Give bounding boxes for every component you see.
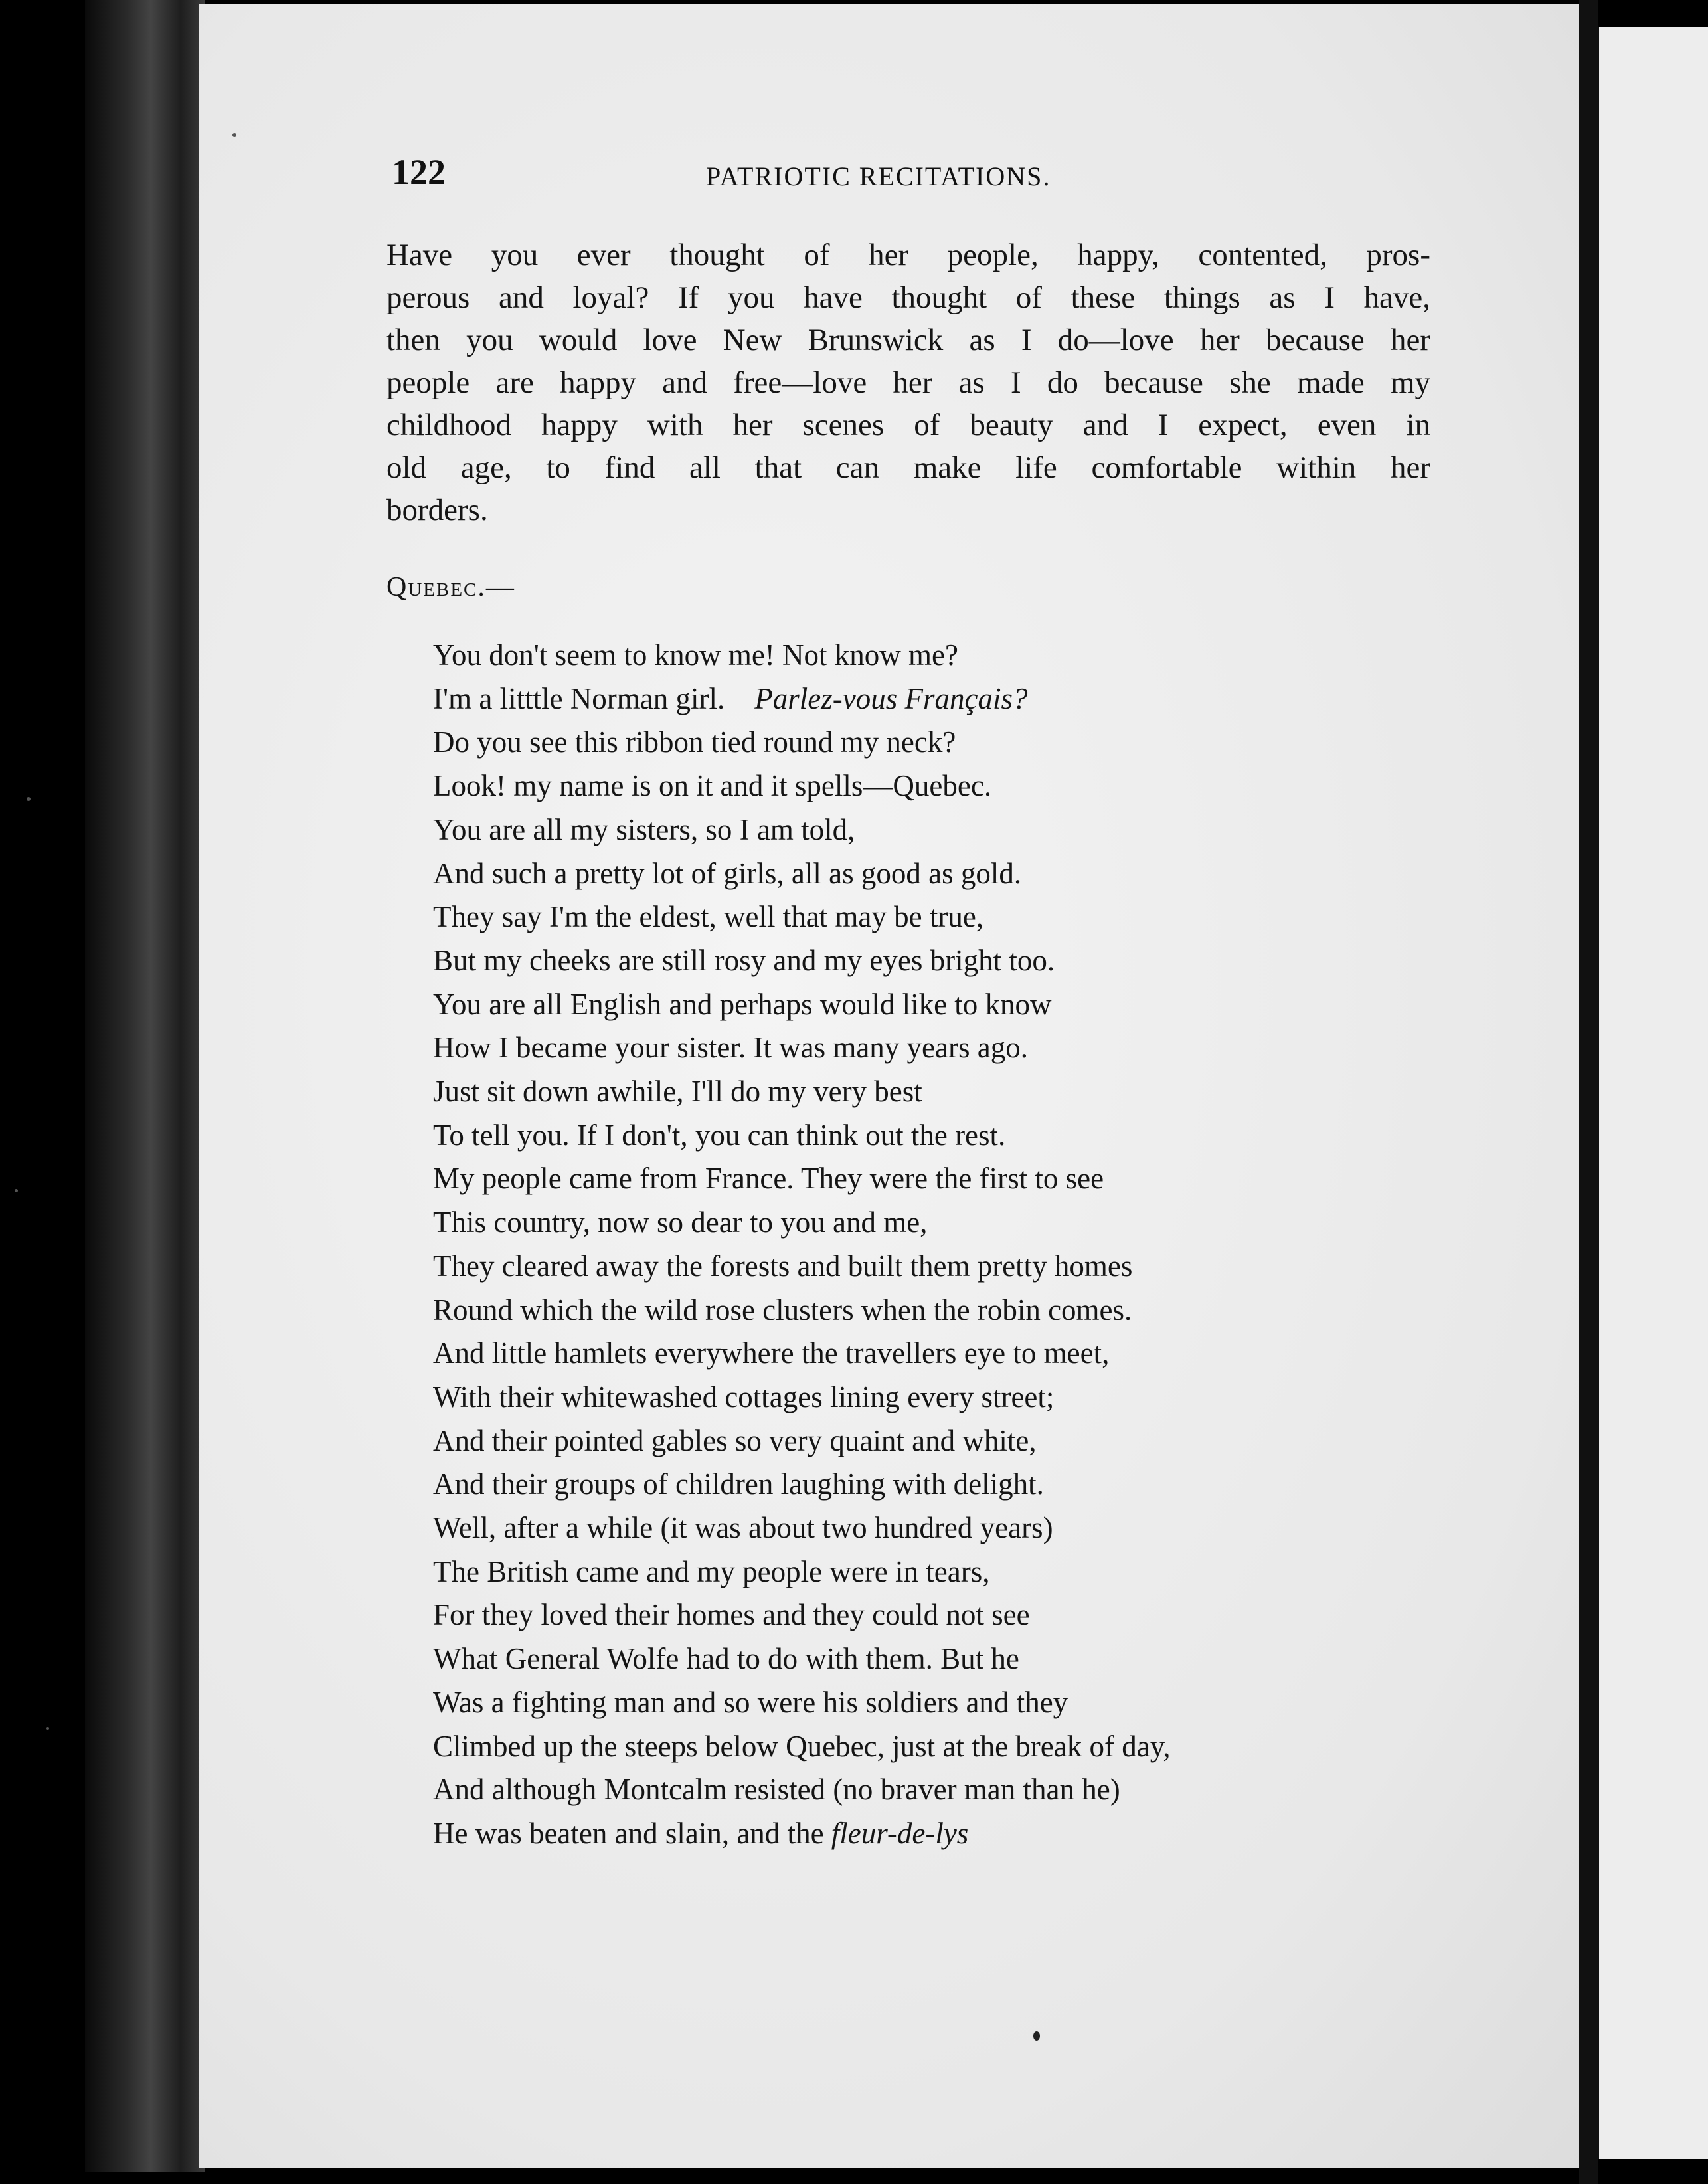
facing-page-edge <box>1595 27 1708 2159</box>
poem-line-text: My people came from France. They were the first to see <box>433 1162 1104 1196</box>
ink-speck <box>1033 2031 1040 2041</box>
poem-line-text: You are all English and perhaps would like to know <box>433 987 1052 1021</box>
running-head: PATRIOTIC RECITATIONS. <box>706 161 1051 191</box>
poem-line-text: And their groups of children laughing with delight. <box>433 1467 1044 1501</box>
poem-line-text: I'm a litttle Norman girl. <box>433 682 725 715</box>
poem-line <box>433 1637 1429 1681</box>
poem-line-text: This country, now so dear to you and me, <box>433 1206 928 1239</box>
poem-line-text: Look! my name is on it and it spells—Quebec. <box>433 769 992 803</box>
section-title: Quebec. <box>386 572 486 602</box>
book-edge <box>85 0 205 2172</box>
poem-line-text: How I became your sister. It was many years ago. <box>433 1031 1028 1065</box>
poem <box>433 634 1429 1856</box>
poem-line-text: Just sit down awhile, I'll do my very best <box>433 1075 922 1109</box>
poem-line-text: You don't seem to know me! Not know me? <box>433 638 958 672</box>
poem-line <box>433 1070 1429 1114</box>
poem-line <box>433 895 1429 939</box>
poem-line <box>433 1812 1429 1856</box>
poem-line-text: Well, after a while (it was about two hundred years) <box>433 1511 1053 1545</box>
poem-line <box>433 1026 1429 1070</box>
prose-line: people are happy and free—love her as I do because she made my <box>386 365 1430 400</box>
poem-italic-phrase: Parlez-vous Français? <box>754 682 1028 715</box>
poem-line <box>433 808 1429 852</box>
poem-line-text: And little hamlets everywhere the travellers eye to meet, <box>433 1336 1110 1370</box>
poem-line <box>433 1289 1429 1332</box>
poem-line <box>433 1201 1429 1245</box>
poem-line <box>433 1681 1429 1725</box>
section-dash: — <box>485 572 515 602</box>
poem-line <box>433 1725 1429 1769</box>
poem-line <box>433 983 1429 1027</box>
prose-line: Have you ever thought of her people, happy, contented, pros- <box>386 238 1430 272</box>
dust-speck <box>27 797 31 801</box>
poem-line-text: For they loved their homes and they could not see <box>433 1598 1030 1632</box>
poem-line-text: And although Montcalm resisted (no braver man than he) <box>433 1773 1120 1807</box>
poem-line-text: To tell you. If I don't, you can think out the rest. <box>433 1118 1006 1152</box>
poem-line-text: Was a fighting man and so were his soldiers and they <box>433 1685 1068 1719</box>
poem-line <box>433 721 1429 765</box>
prose-line: old age, to find all that can make life comfortable within her <box>386 450 1430 485</box>
poem-line <box>433 634 1429 678</box>
poem-line <box>433 852 1429 896</box>
page-number: 122 <box>392 152 446 192</box>
poem-line-text: Do you see this ribbon tied round my neck? <box>433 725 956 759</box>
poem-line-text: You are all my sisters, so I am told, <box>433 812 855 846</box>
poem-line <box>433 1332 1429 1376</box>
poem-line <box>433 1506 1429 1550</box>
poem-line-text: He was beaten and slain, and the <box>433 1816 824 1850</box>
poem-line-text: What General Wolfe had to do with them. But he <box>433 1642 1019 1676</box>
poem-line <box>433 765 1429 808</box>
poem-line <box>433 678 1429 721</box>
poem-line-text: They say I'm the eldest, well that may be true, <box>433 900 984 934</box>
poem-line <box>433 1157 1429 1201</box>
poem-line <box>433 939 1429 983</box>
poem-line-text: The British came and my people were in tears, <box>433 1554 990 1588</box>
poem-line <box>433 1463 1429 1506</box>
poem-italic-phrase: fleur-de-lys <box>831 1816 969 1850</box>
prose-line: borders. <box>386 493 488 527</box>
prose-line: childhood happy with her scenes of beauty and I expect, even in <box>386 408 1430 442</box>
poem-line <box>433 1114 1429 1158</box>
poem-line-text: But my cheeks are still rosy and my eyes bright too. <box>433 943 1055 977</box>
poem-line <box>433 1245 1429 1289</box>
poem-line-text: And their pointed gables so very quaint and white, <box>433 1423 1037 1457</box>
prose-line: then you would love New Brunswick as I do—love her because her <box>386 323 1430 357</box>
dust-speck <box>232 133 236 137</box>
poem-line-text: And such a pretty lot of girls, all as good as gold. <box>433 856 1022 890</box>
poem-line-text: Climbed up the steeps below Quebec, just at the break of day, <box>433 1729 1171 1763</box>
prose-paragraph <box>386 234 1430 531</box>
prose-line: perous and loyal? If you have thought of these things as I have, <box>386 280 1430 315</box>
dust-speck <box>46 1727 49 1730</box>
poem-line-text: Round which the wild rose clusters when the robin comes. <box>433 1293 1132 1326</box>
poem-line <box>433 1419 1429 1463</box>
page-header <box>392 151 1414 205</box>
poem-line <box>433 1376 1429 1419</box>
section-heading <box>386 571 515 603</box>
poem-line-text: With their whitewashed cottages lining every street; <box>433 1380 1055 1413</box>
poem-line-text: They cleared away the forests and built them pretty homes <box>433 1249 1133 1283</box>
poem-line <box>433 1768 1429 1812</box>
poem-line <box>433 1550 1429 1594</box>
poem-line <box>433 1593 1429 1637</box>
dust-speck <box>15 1189 18 1192</box>
